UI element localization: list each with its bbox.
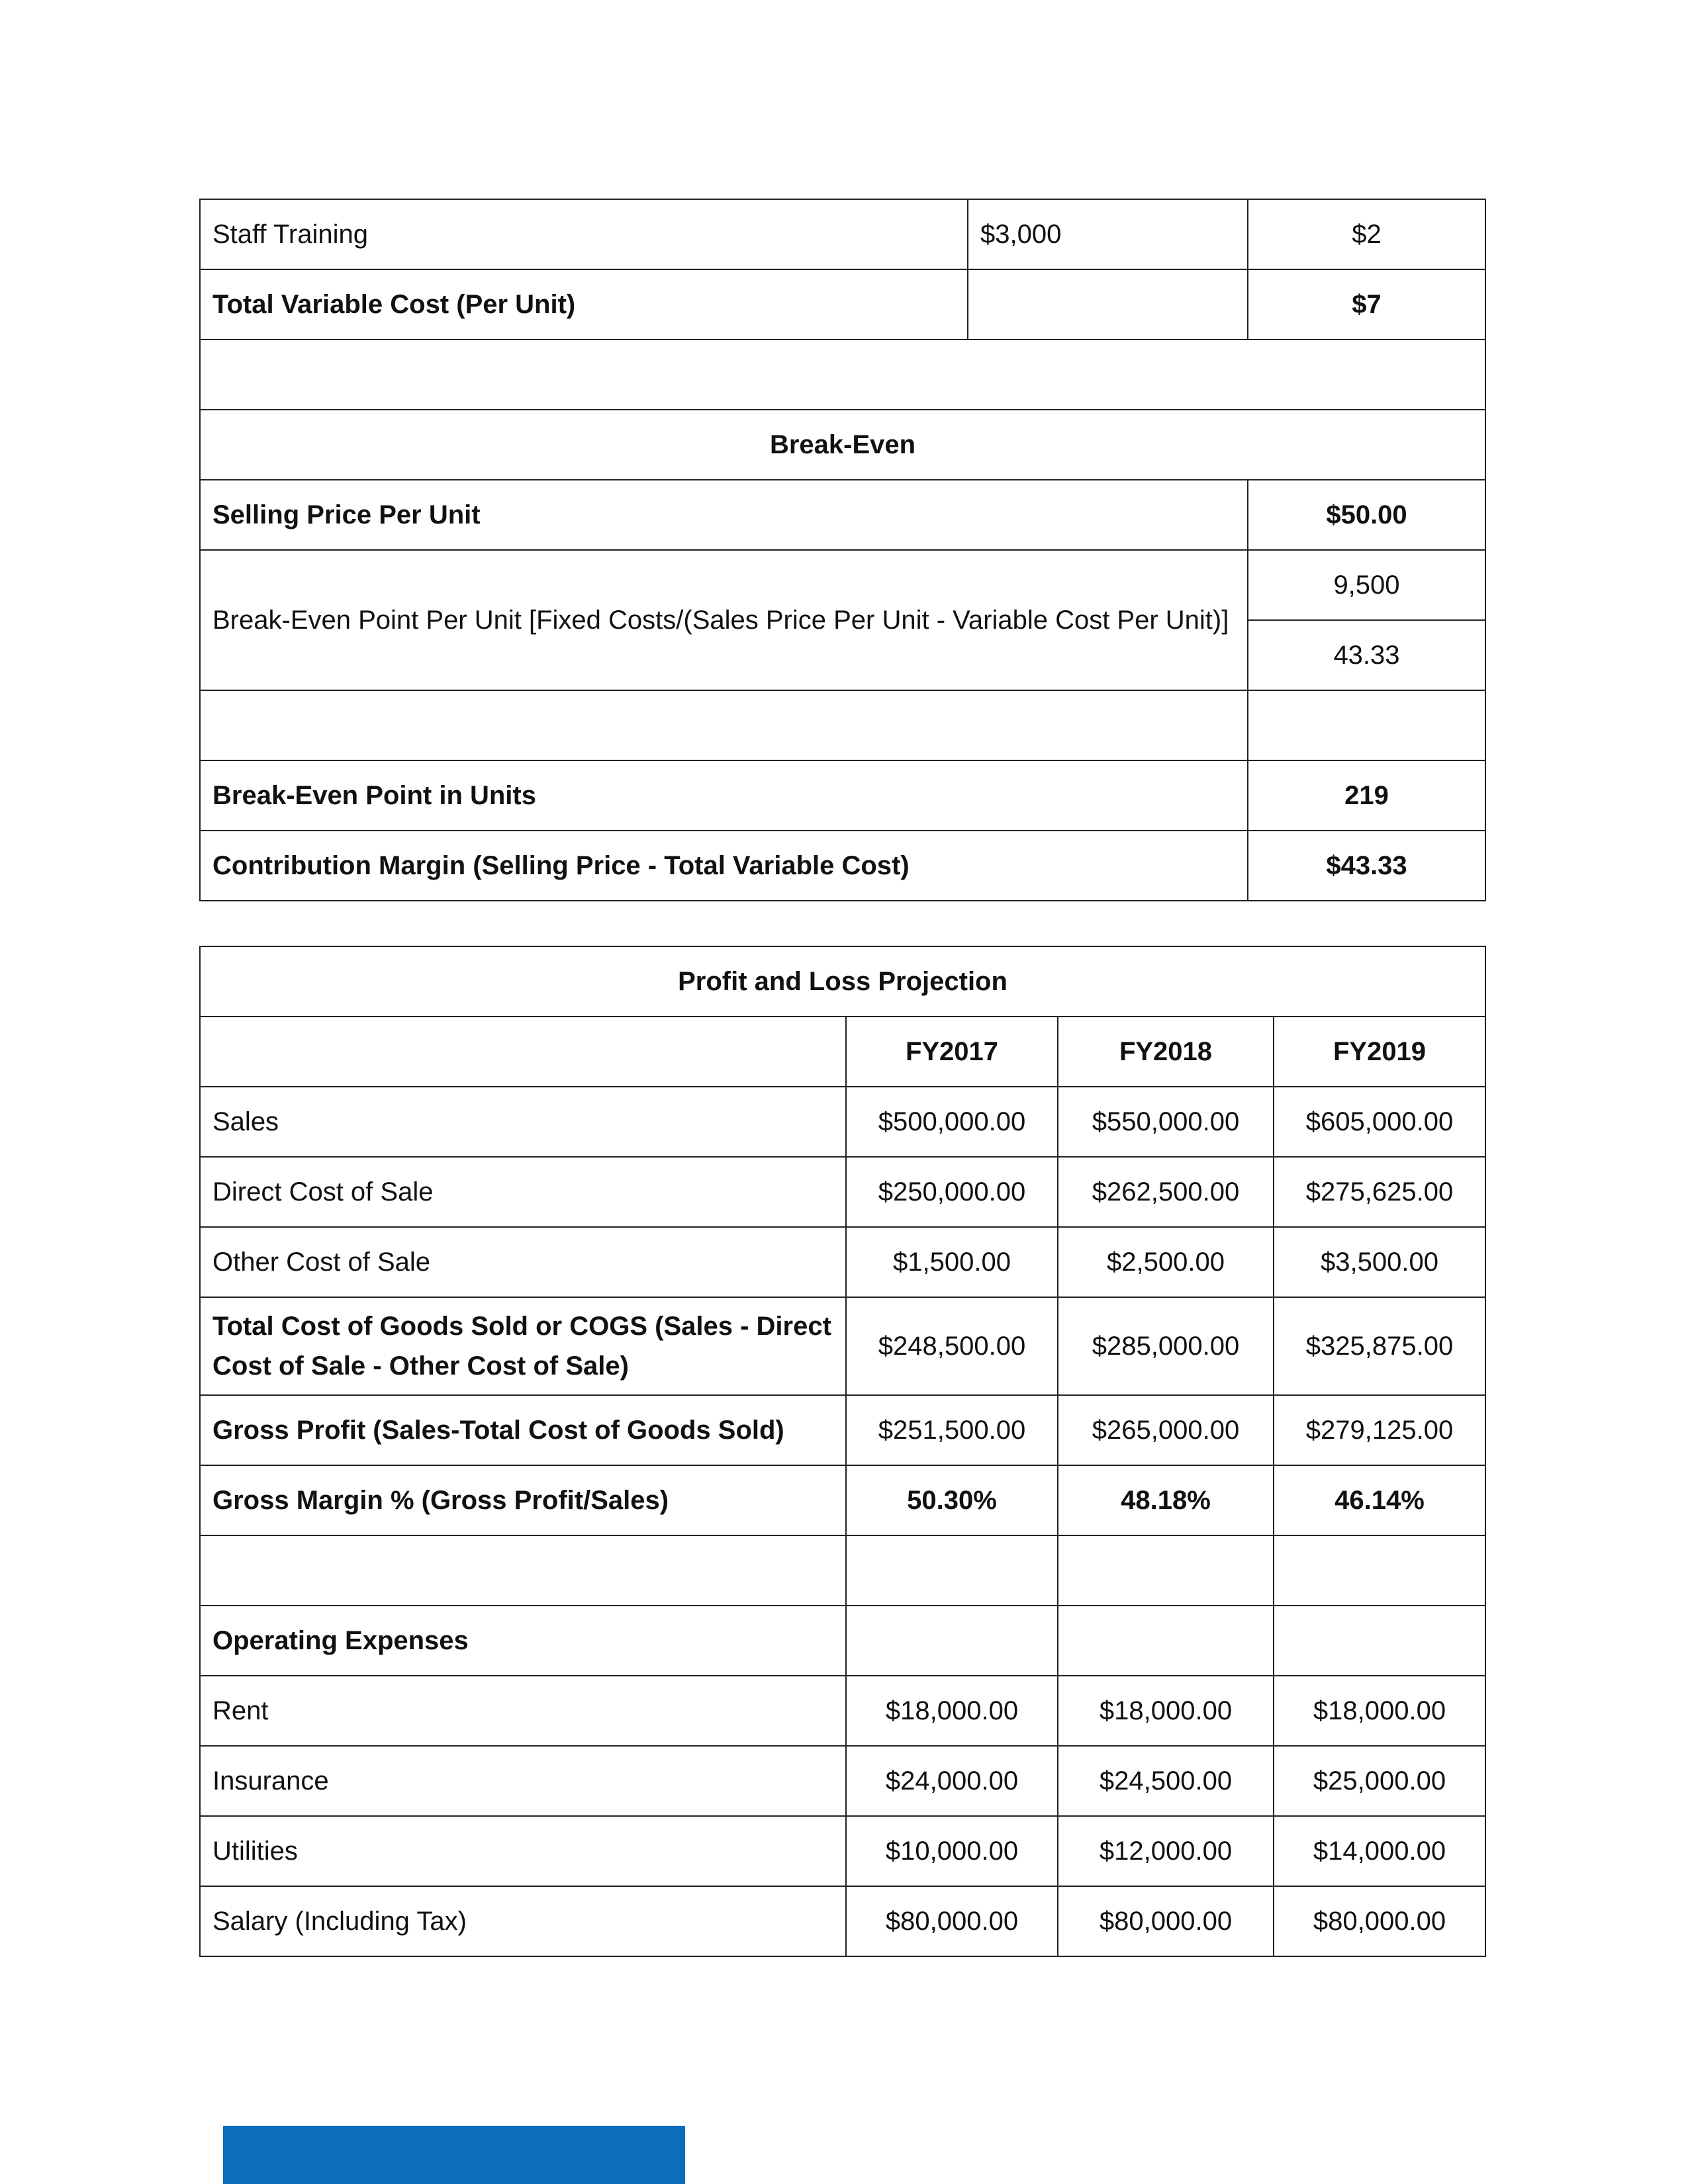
profit-loss-table bbox=[199, 946, 1486, 1957]
table-row bbox=[200, 1676, 1485, 1746]
cell-value: $24,000.00 bbox=[846, 1746, 1058, 1816]
table-row bbox=[200, 1465, 1485, 1535]
row-per-unit: $7 bbox=[1248, 269, 1485, 340]
cell-value: $14,000.00 bbox=[1274, 1816, 1485, 1886]
empty-cell bbox=[846, 1535, 1058, 1606]
cell-value: $1,500.00 bbox=[846, 1227, 1058, 1297]
cell-value: $10,000.00 bbox=[846, 1816, 1058, 1886]
table-row bbox=[200, 1746, 1485, 1816]
cell-value: $262,500.00 bbox=[1058, 1157, 1274, 1227]
row-label: Total Variable Cost (Per Unit) bbox=[200, 269, 968, 340]
table-row bbox=[200, 1087, 1485, 1157]
spacer-row bbox=[200, 1535, 1485, 1606]
cell-value: $18,000.00 bbox=[846, 1676, 1058, 1746]
cell-value: $2,500.00 bbox=[1058, 1227, 1274, 1297]
footer-accent-bar bbox=[223, 2126, 685, 2184]
spacer-row bbox=[200, 690, 1485, 760]
table-row bbox=[200, 1297, 1485, 1395]
cell-value: $279,125.00 bbox=[1274, 1395, 1485, 1465]
cell-value: $18,000.00 bbox=[1274, 1676, 1485, 1746]
empty-cell bbox=[846, 1606, 1058, 1676]
empty-cell bbox=[1248, 690, 1485, 760]
cell-value: 50.30% bbox=[846, 1465, 1058, 1535]
empty-cell bbox=[1058, 1535, 1274, 1606]
table-title: Profit and Loss Projection bbox=[200, 946, 1485, 1017]
table-row bbox=[200, 480, 1485, 550]
row-label: Salary (Including Tax) bbox=[200, 1886, 846, 1956]
cell-value: 48.18% bbox=[1058, 1465, 1274, 1535]
row-label: Total Cost of Goods Sold or COGS (Sales - Direct Cost of Sale - Other Cost of Sale) bbox=[200, 1297, 846, 1395]
cell-value: $25,000.00 bbox=[1274, 1746, 1485, 1816]
cell-value: 46.14% bbox=[1274, 1465, 1485, 1535]
table-row bbox=[200, 760, 1485, 831]
table-row bbox=[200, 1886, 1485, 1956]
header-row bbox=[200, 1017, 1485, 1087]
column-header: FY2019 bbox=[1274, 1017, 1485, 1087]
spacer-row bbox=[200, 340, 1485, 410]
cell-value: $12,000.00 bbox=[1058, 1816, 1274, 1886]
row-label: Rent bbox=[200, 1676, 846, 1746]
cell-value: $605,000.00 bbox=[1274, 1087, 1485, 1157]
section-row bbox=[200, 1606, 1485, 1676]
empty-cell bbox=[200, 690, 1248, 760]
row-label: Utilities bbox=[200, 1816, 846, 1886]
row-value: 43.33 bbox=[1248, 620, 1485, 690]
column-header: FY2017 bbox=[846, 1017, 1058, 1087]
row-label: Break-Even Point in Units bbox=[200, 760, 1248, 831]
empty-cell bbox=[1274, 1606, 1485, 1676]
cell-value: $251,500.00 bbox=[846, 1395, 1058, 1465]
row-label: Contribution Margin (Selling Price - Total Variable Cost) bbox=[200, 831, 1248, 901]
row-label: Other Cost of Sale bbox=[200, 1227, 846, 1297]
row-value: $43.33 bbox=[1248, 831, 1485, 901]
row-value: 9,500 bbox=[1248, 550, 1485, 620]
section-title: Break-Even bbox=[200, 410, 1485, 480]
row-label: Break-Even Point Per Unit [Fixed Costs/(Sales Price Per Unit - Variable Cost Per Unit)] bbox=[200, 550, 1248, 690]
column-header: FY2018 bbox=[1058, 1017, 1274, 1087]
empty-cell bbox=[1274, 1535, 1485, 1606]
cell-value: $500,000.00 bbox=[846, 1087, 1058, 1157]
cell-value: $80,000.00 bbox=[846, 1886, 1058, 1956]
cell-value: $325,875.00 bbox=[1274, 1297, 1485, 1395]
row-label: Staff Training bbox=[200, 199, 968, 269]
empty-cell bbox=[200, 1535, 846, 1606]
cell-value: $265,000.00 bbox=[1058, 1395, 1274, 1465]
row-value: 219 bbox=[1248, 760, 1485, 831]
cell-value: $248,500.00 bbox=[846, 1297, 1058, 1395]
empty-cell bbox=[200, 1017, 846, 1087]
table-row bbox=[200, 1395, 1485, 1465]
section-header-row bbox=[200, 410, 1485, 480]
table-row bbox=[200, 831, 1485, 901]
empty-cell bbox=[968, 269, 1248, 340]
cell-value: $285,000.00 bbox=[1058, 1297, 1274, 1395]
row-cost: $3,000 bbox=[968, 199, 1248, 269]
table-row bbox=[200, 1157, 1485, 1227]
row-label: Insurance bbox=[200, 1746, 846, 1816]
row-label: Sales bbox=[200, 1087, 846, 1157]
table-row bbox=[200, 269, 1485, 340]
cell-value: $3,500.00 bbox=[1274, 1227, 1485, 1297]
row-label: Gross Profit (Sales-Total Cost of Goods Sold) bbox=[200, 1395, 846, 1465]
row-label: Direct Cost of Sale bbox=[200, 1157, 846, 1227]
row-label: Operating Expenses bbox=[200, 1606, 846, 1676]
row-label: Selling Price Per Unit bbox=[200, 480, 1248, 550]
cell-value: $80,000.00 bbox=[1274, 1886, 1485, 1956]
table-row bbox=[200, 550, 1485, 620]
row-label: Gross Margin % (Gross Profit/Sales) bbox=[200, 1465, 846, 1535]
table-title-row bbox=[200, 946, 1485, 1017]
row-value: $50.00 bbox=[1248, 480, 1485, 550]
table-row bbox=[200, 1227, 1485, 1297]
cell-value: $550,000.00 bbox=[1058, 1087, 1274, 1157]
cell-value: $18,000.00 bbox=[1058, 1676, 1274, 1746]
breakeven-table bbox=[199, 199, 1486, 901]
cell-value: $80,000.00 bbox=[1058, 1886, 1274, 1956]
table-row bbox=[200, 1816, 1485, 1886]
empty-cell bbox=[200, 340, 1485, 410]
table-row bbox=[200, 199, 1485, 269]
row-per-unit: $2 bbox=[1248, 199, 1485, 269]
cell-value: $24,500.00 bbox=[1058, 1746, 1274, 1816]
cell-value: $275,625.00 bbox=[1274, 1157, 1485, 1227]
empty-cell bbox=[1058, 1606, 1274, 1676]
cell-value: $250,000.00 bbox=[846, 1157, 1058, 1227]
